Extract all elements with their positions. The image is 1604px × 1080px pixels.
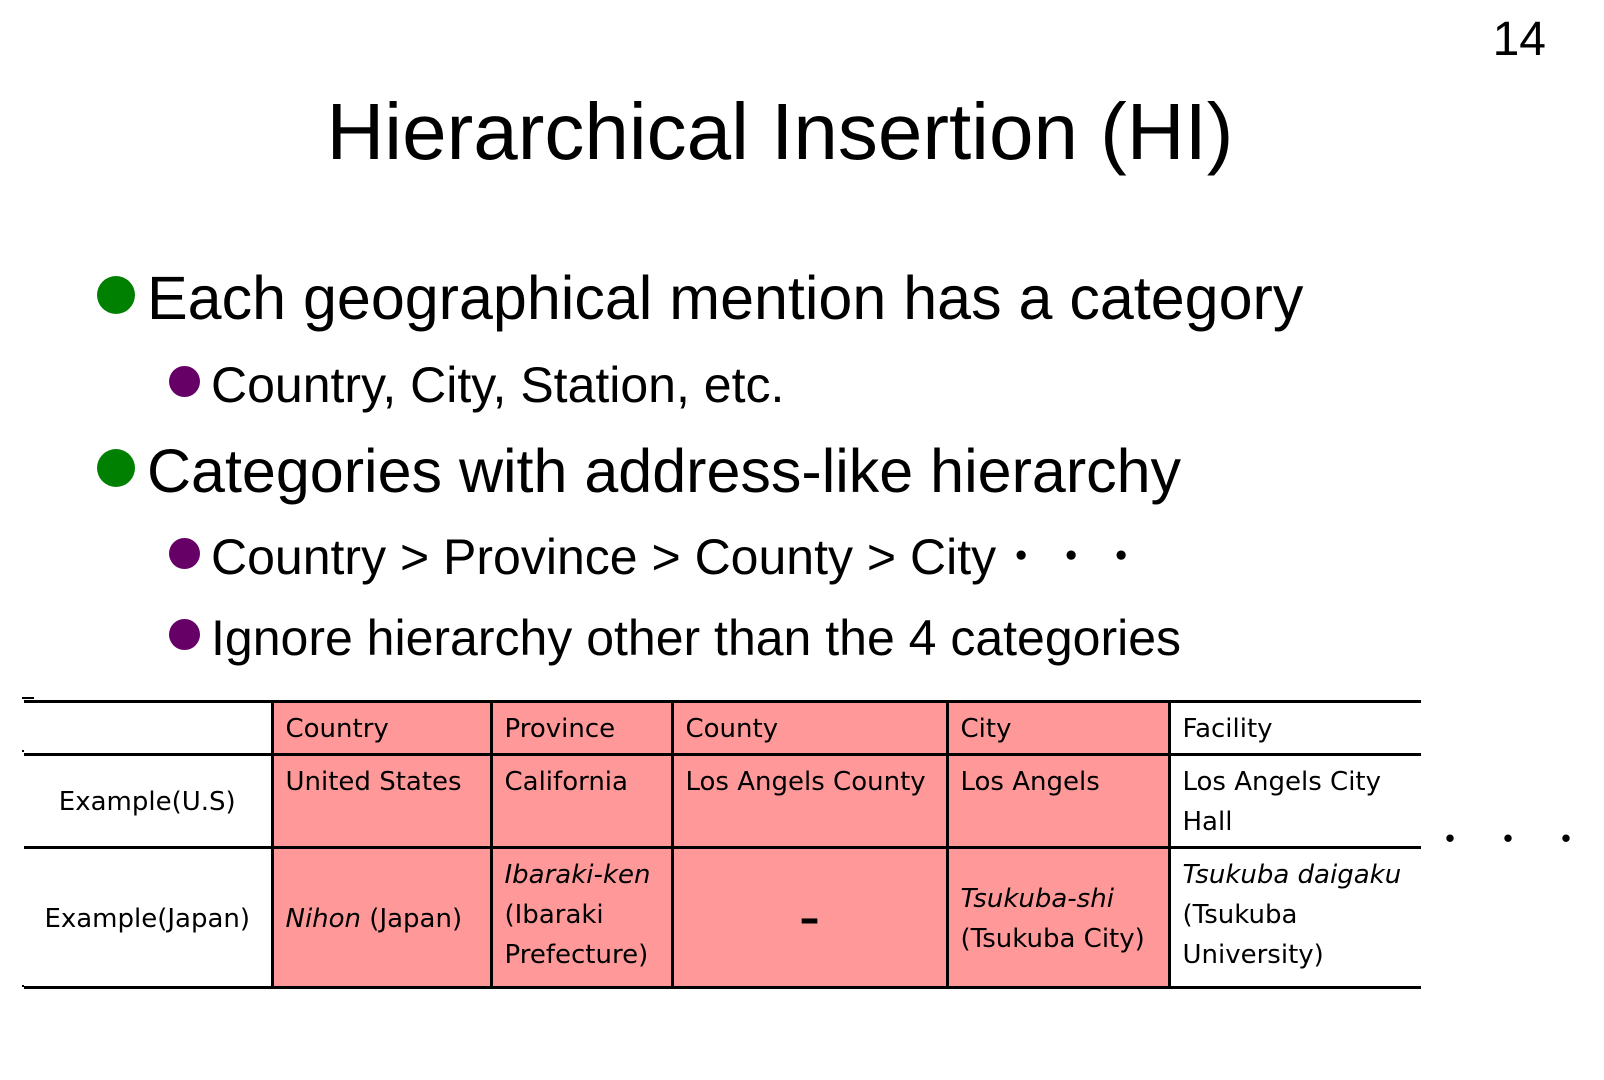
english-name: (Tsukuba University): [1182, 900, 1324, 970]
table-edge-mark: [22, 697, 34, 699]
purple-bullet-icon: [169, 538, 200, 569]
green-bullet-icon: [97, 276, 135, 314]
bullet-text: Each geographical mention has a category: [147, 264, 1304, 332]
table-header-cell: [24, 702, 272, 755]
table-row: [24, 755, 1421, 848]
sub-bullet-text: Country, City, Station, etc.: [211, 357, 785, 413]
row-label: Example(U.S): [24, 755, 272, 848]
table-cell: [491, 848, 672, 988]
hierarchy-table: [24, 700, 1421, 989]
purple-bullet-icon: [169, 619, 200, 650]
table-row: [24, 848, 1421, 988]
table-header-cell: City: [947, 702, 1169, 755]
english-name: (Japan): [361, 903, 463, 934]
english-name: (Ibaraki Prefecture): [504, 900, 649, 970]
table-cell: Los Angels City Hall: [1169, 755, 1421, 848]
sub-bullet-item: [169, 610, 1182, 666]
row-label: Example(Japan): [24, 848, 272, 988]
table-cell: [1169, 848, 1421, 988]
english-name: (Tsukuba City): [960, 923, 1145, 954]
bullet-item: [97, 264, 1304, 332]
local-name: Ibaraki-ken: [504, 860, 651, 890]
continuation-ellipsis: ・・・: [1430, 818, 1604, 862]
table-header-cell: Facility: [1169, 702, 1421, 755]
local-name: Tsukuba daigaku: [1182, 860, 1402, 890]
sub-bullet-text: Country > Province > County > City・・・: [211, 529, 1147, 585]
bullet-item: [97, 437, 1182, 505]
sub-bullet-item: [169, 357, 785, 413]
purple-bullet-icon: [169, 366, 200, 397]
table-header-cell: County: [672, 702, 947, 755]
sub-bullet-item: [169, 529, 1147, 585]
table-cell: [947, 848, 1169, 988]
green-bullet-icon: [97, 449, 135, 487]
page-number: 14: [1492, 13, 1546, 66]
table-cell: Los Angels County: [672, 755, 947, 848]
table-header-row: [24, 702, 1421, 755]
table-cell: Los Angels: [947, 755, 1169, 848]
sub-bullet-text: Ignore hierarchy other than the 4 categories: [211, 610, 1182, 666]
table-cell: California: [491, 755, 672, 848]
local-name: Nihon: [285, 903, 362, 934]
table-cell: United States: [272, 755, 491, 848]
table-cell: –: [672, 848, 947, 988]
table-header-cell: Country: [272, 702, 491, 755]
bullet-text: Categories with address-like hierarchy: [147, 437, 1182, 505]
table-cell: [272, 848, 491, 988]
local-name: Tsukuba-shi: [960, 883, 1114, 914]
slide-title: Hierarchical Insertion (HI): [326, 87, 1234, 176]
table-header-cell: Province: [491, 702, 672, 755]
